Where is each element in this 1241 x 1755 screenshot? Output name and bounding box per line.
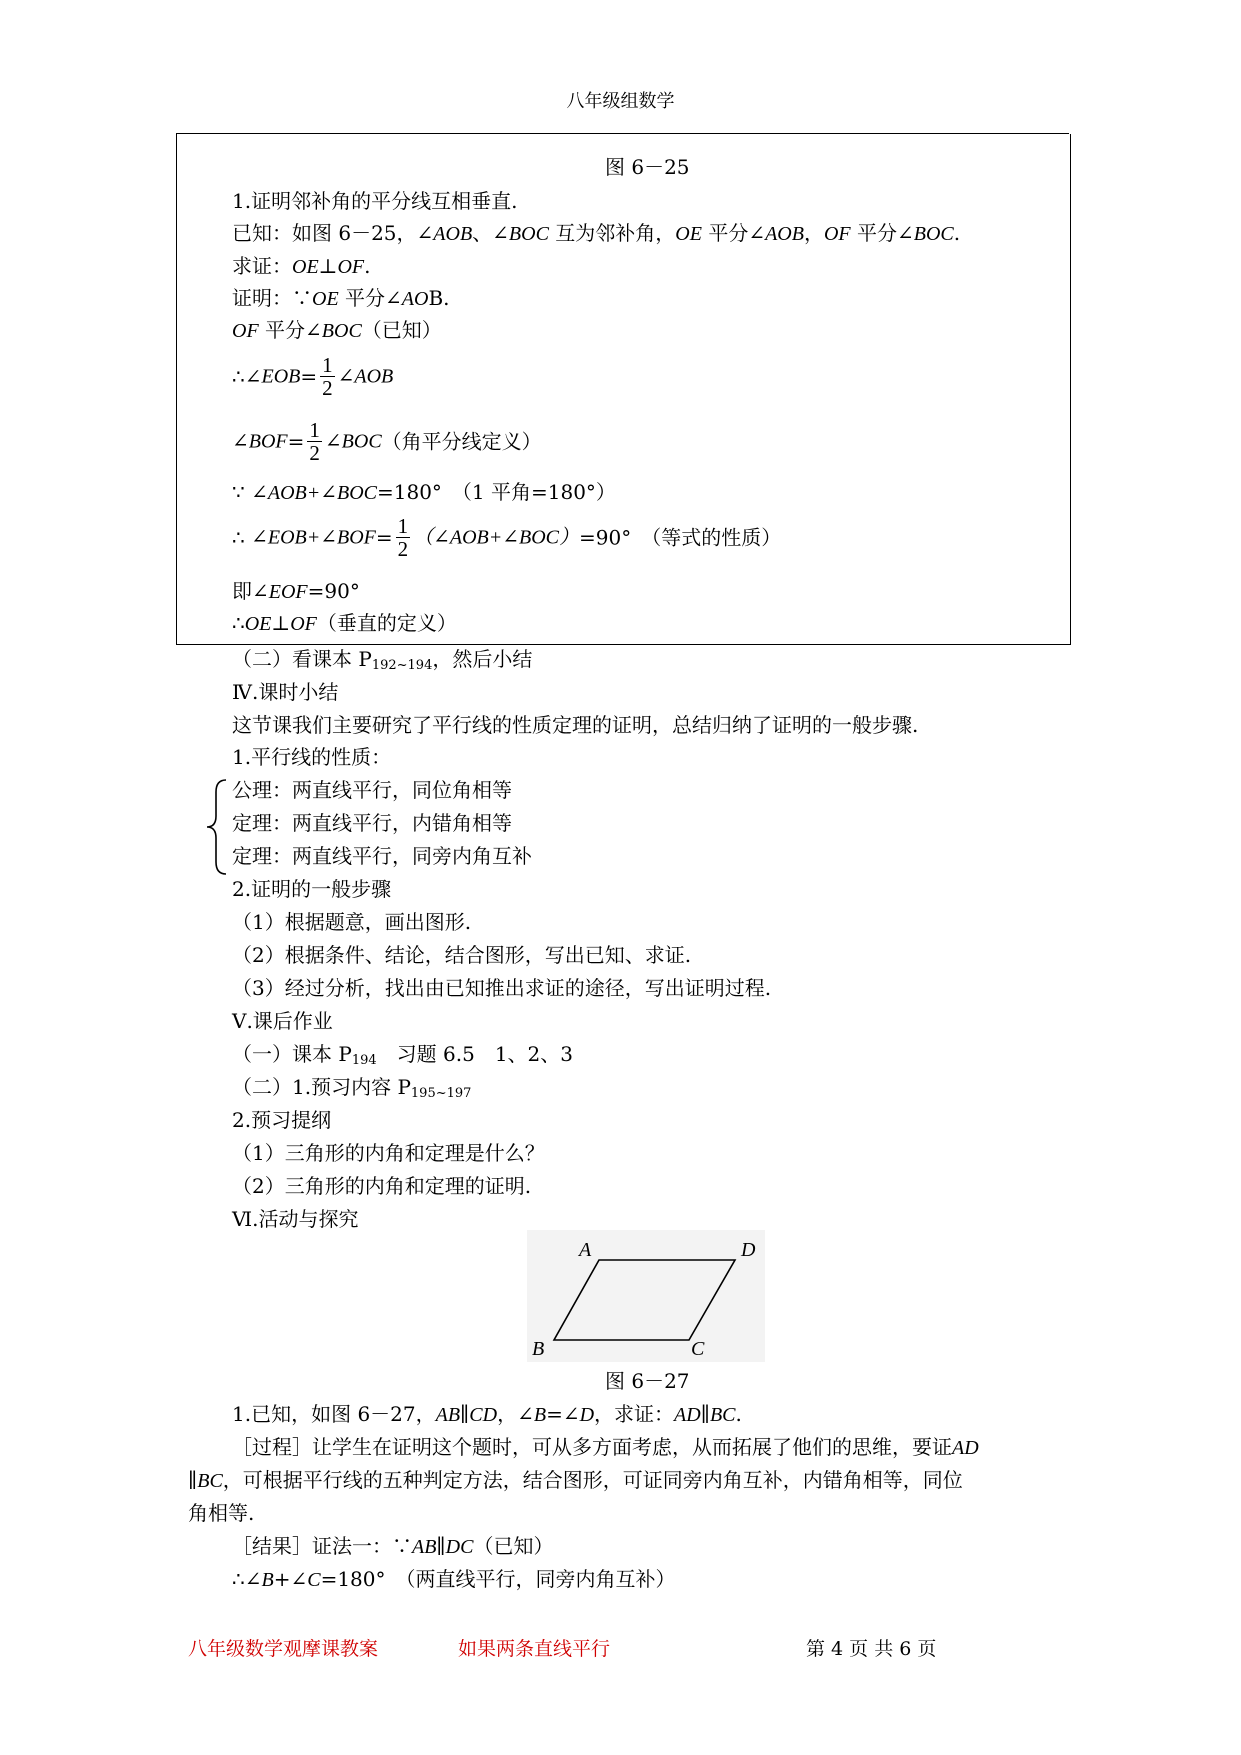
section-4-title: Ⅳ.课时小结 [232, 680, 339, 704]
outline-title: 2.预习提纲 [232, 1108, 332, 1132]
properties-title: 1.平行线的性质： [232, 745, 392, 769]
homework-1: （一）课本 $P_{194}$ 习题 6.5 1、2、3 [232, 1042, 573, 1068]
vertex-label-c: C [691, 1338, 705, 1360]
process-line-3: 角相等. [188, 1501, 255, 1525]
proof-step-5: 即∠EOF=90° [232, 579, 360, 603]
section-6-title: Ⅵ.活动与探究 [232, 1207, 359, 1231]
fraction-half: $\frac{1}{2}$ [309, 418, 320, 465]
process-line-2: ∥BC，可根据平行线的五种判定方法，结合图形，可证同旁内角互补，内错角相等，同位 [188, 1468, 963, 1492]
proof-line-1: 证明：∵OE 平分∠AOB. [232, 286, 450, 310]
parallelogram-diagram [527, 1230, 765, 1362]
outline-item: （1）三角形的内角和定理是什么？ [232, 1141, 545, 1165]
result-line-2: ∴∠B+∠C=180° （两直线平行，同旁内角互补） [232, 1567, 676, 1591]
fraction-half: $\frac{1}{2}$ [322, 353, 333, 400]
property-item: 定理：两直线平行，同旁内角互补 [232, 844, 532, 868]
proof-step-6: ∴OE⊥OF（垂直的定义） [232, 611, 457, 635]
footer-page-number: 第 4 页 共 6 页 [806, 1638, 937, 1660]
problem-1: 1.证明邻补角的平分线互相垂直. [232, 189, 518, 213]
footer-course-title: 八年级数学观摩课教案 [188, 1638, 379, 1660]
step-item: （2）根据条件、结论，结合图形，写出已知、求证. [232, 943, 692, 967]
proof-step-1: ∴∠EOB= $\frac{1}{2}$ ∠AOB [232, 353, 394, 400]
proof-step-4: ∴ ∠EOB+∠BOF= $\frac{1}{2}$ （∠AOB+∠BOC）=90° （等式的性质） [232, 514, 782, 561]
proof-line-2: OF 平分∠BOC（已知） [232, 318, 442, 342]
read-textbook: （二）看课本 $P_{192\sim 194}$，然后小结 [232, 647, 533, 673]
vertex-label-a: A [579, 1239, 592, 1261]
step-item: （3）经过分析，找出由已知推出求证的途径，写出证明过程. [232, 976, 772, 1000]
page-header: 八年级组数学 [566, 91, 675, 112]
outline-item: （2）三角形的内角和定理的证明. [232, 1174, 532, 1198]
question-1: 1.已知，如图 6－27，AB∥CD，∠B=∠D，求证：AD∥BC. [232, 1402, 742, 1426]
figure-caption-6-27: 图 6－27 [605, 1369, 690, 1393]
property-item: 定理：两直线平行，内错角相等 [232, 811, 512, 835]
vertex-label-d: D [741, 1239, 756, 1261]
fraction-half: $\frac{1}{2}$ [397, 514, 409, 561]
vertex-label-b: B [532, 1338, 545, 1360]
proof-step-2: ∠BOF= $\frac{1}{2}$ ∠BOC（角平分线定义） [232, 418, 542, 465]
section-5-title: Ⅴ.课后作业 [232, 1009, 333, 1033]
proof-step-3: ∵ ∠AOB+∠BOC=180° （1 平角=180°） [232, 480, 616, 504]
homework-2: （二）1.预习内容 $P_{195\sim 197}$ [232, 1075, 472, 1101]
figure-caption-6-25: 图 6－25 [605, 155, 690, 179]
steps-title: 2.证明的一般步骤 [232, 877, 392, 901]
given-line: 已知：如图 6－25，∠AOB、∠BOC 互为邻补角，OE 平分∠AOB，OF 平分∠BOC. [232, 221, 961, 245]
prove-line: 求证：OE⊥OF. [232, 254, 371, 278]
result-line-1: ［结果］证法一：∵AB∥DC（已知） [232, 1534, 554, 1558]
step-item: （1）根据题意，画出图形. [232, 910, 472, 934]
figure-6-27 [527, 1230, 765, 1362]
summary-text: 这节课我们主要研究了平行线的性质定理的证明，总结归纳了证明的一般步骤. [232, 713, 919, 737]
process-line-1: ［过程］让学生在证明这个题时，可从多方面考虑，从而拓展了他们的思维，要证AD [232, 1435, 979, 1459]
footer-lesson-title: 如果两条直线平行 [458, 1638, 611, 1660]
left-brace-icon [204, 778, 230, 876]
property-item: 公理：两直线平行，同位角相等 [232, 778, 512, 802]
